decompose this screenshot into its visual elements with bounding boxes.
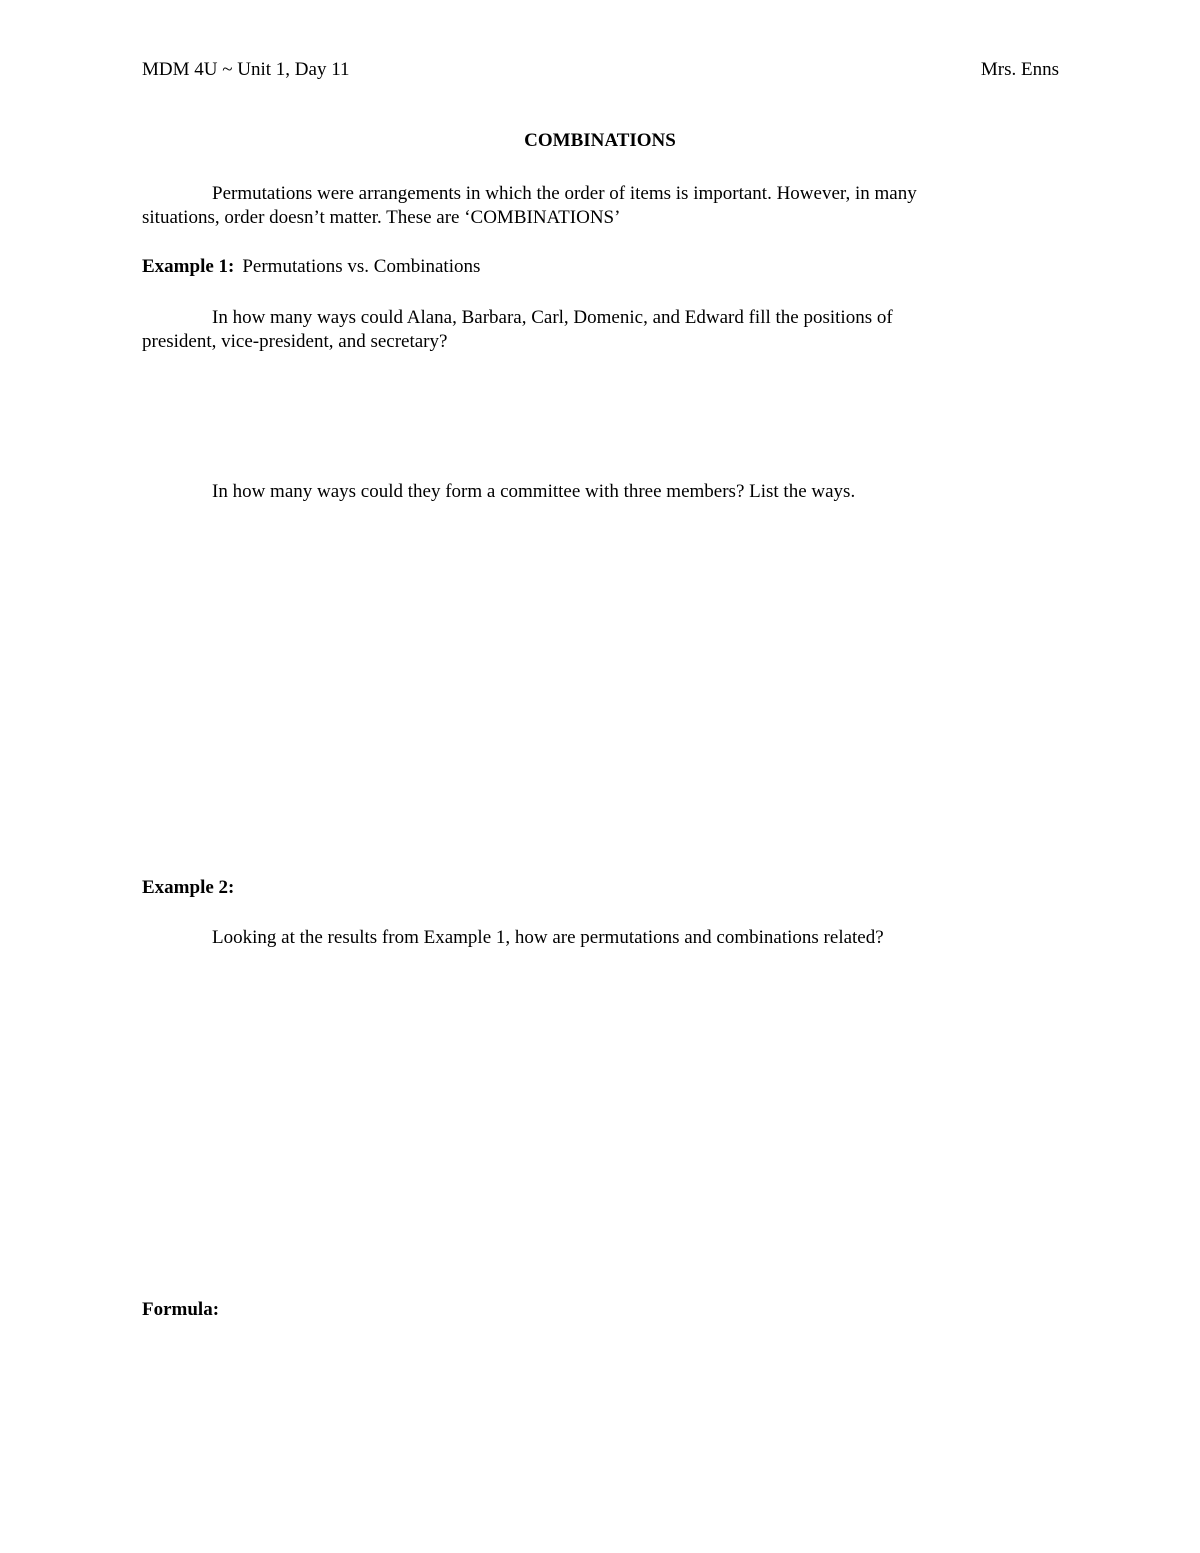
- formula-label: Formula:: [142, 1299, 220, 1320]
- example-1-question-2: In how many ways could they form a committee with three members? List the ways.: [212, 481, 856, 502]
- example-1-heading: [142, 255, 480, 279]
- intro-paragraph-line-2: situations, order doesn’t matter. These are ‘COMBINATIONS’: [142, 207, 621, 228]
- intro-paragraph-line-1: Permutations were arrangements in which the order of items is important. However, in many: [212, 183, 917, 204]
- header-course: MDM 4U ~ Unit 1, Day 11: [142, 59, 350, 80]
- example-1-label: Example 1:: [142, 256, 235, 277]
- example-1-question-1-line-2: president, vice-president, and secretary?: [142, 331, 448, 352]
- example-1-question-1-line-1: In how many ways could Alana, Barbara, Carl, Domenic, and Edward fill the positions of: [212, 307, 893, 328]
- example-1-subtitle: Permutations vs. Combinations: [242, 256, 481, 277]
- header-teacher: Mrs. Enns: [980, 59, 1059, 80]
- example-2-question: Looking at the results from Example 1, how are permutations and combinations related?: [212, 927, 884, 948]
- page-title: COMBINATIONS: [524, 130, 676, 151]
- example-2-label: Example 2:: [142, 877, 235, 898]
